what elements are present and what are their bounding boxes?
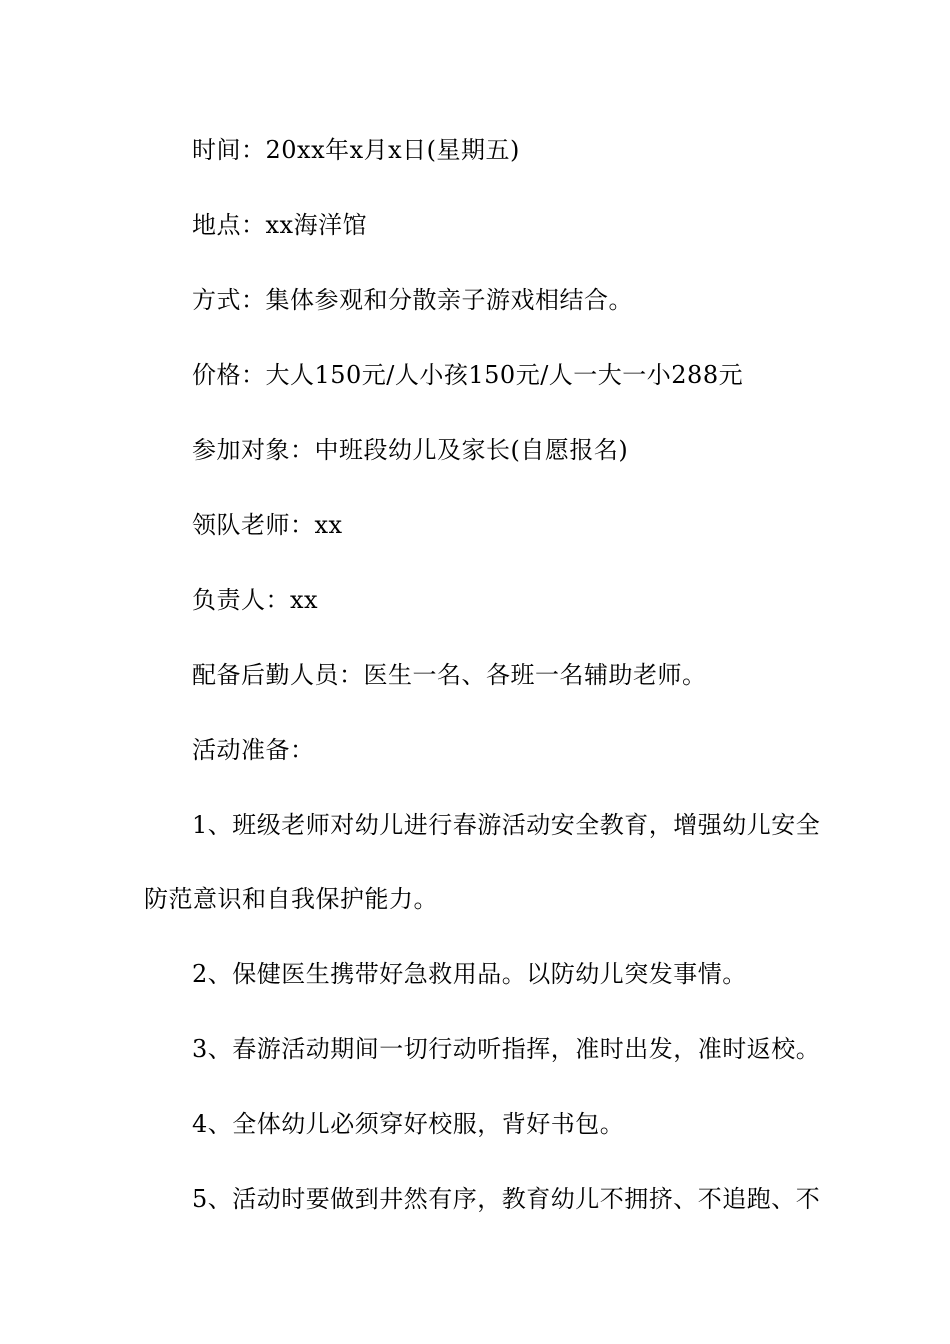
location-line: 地点：xx海洋馆	[192, 211, 368, 239]
list-item-2: 2、保健医生携带好急救用品。以防幼儿突发事情。	[192, 960, 747, 988]
list-item-1-line-2: 防范意识和自我保护能力。	[144, 885, 438, 913]
support-staff-line: 配备后勤人员：医生一名、各班一名辅助老师。	[192, 661, 707, 689]
list-item-4: 4、全体幼儿必须穿好校服，背好书包。	[192, 1110, 625, 1138]
participants-line: 参加对象：中班段幼儿及家长(自愿报名)	[192, 436, 629, 464]
preparation-heading: 活动准备：	[192, 736, 315, 764]
list-item-3: 3、春游活动期间一切行动听指挥，准时出发，准时返校。	[192, 1035, 821, 1063]
price-line: 价格：大人150元/人小孩150元/人一大一小288元	[192, 361, 744, 389]
method-line: 方式：集体参观和分散亲子游戏相结合。	[192, 286, 633, 314]
list-item-1-line-1: 1、班级老师对幼儿进行春游活动安全教育，增强幼儿安全	[192, 811, 821, 839]
time-line: 时间：20xx年x月x日(星期五)	[192, 136, 520, 164]
person-in-charge-line: 负责人：xx	[192, 586, 319, 614]
list-item-5: 5、活动时要做到井然有序，教育幼儿不拥挤、不追跑、不	[192, 1185, 821, 1213]
team-leader-line: 领队老师：xx	[192, 511, 343, 539]
